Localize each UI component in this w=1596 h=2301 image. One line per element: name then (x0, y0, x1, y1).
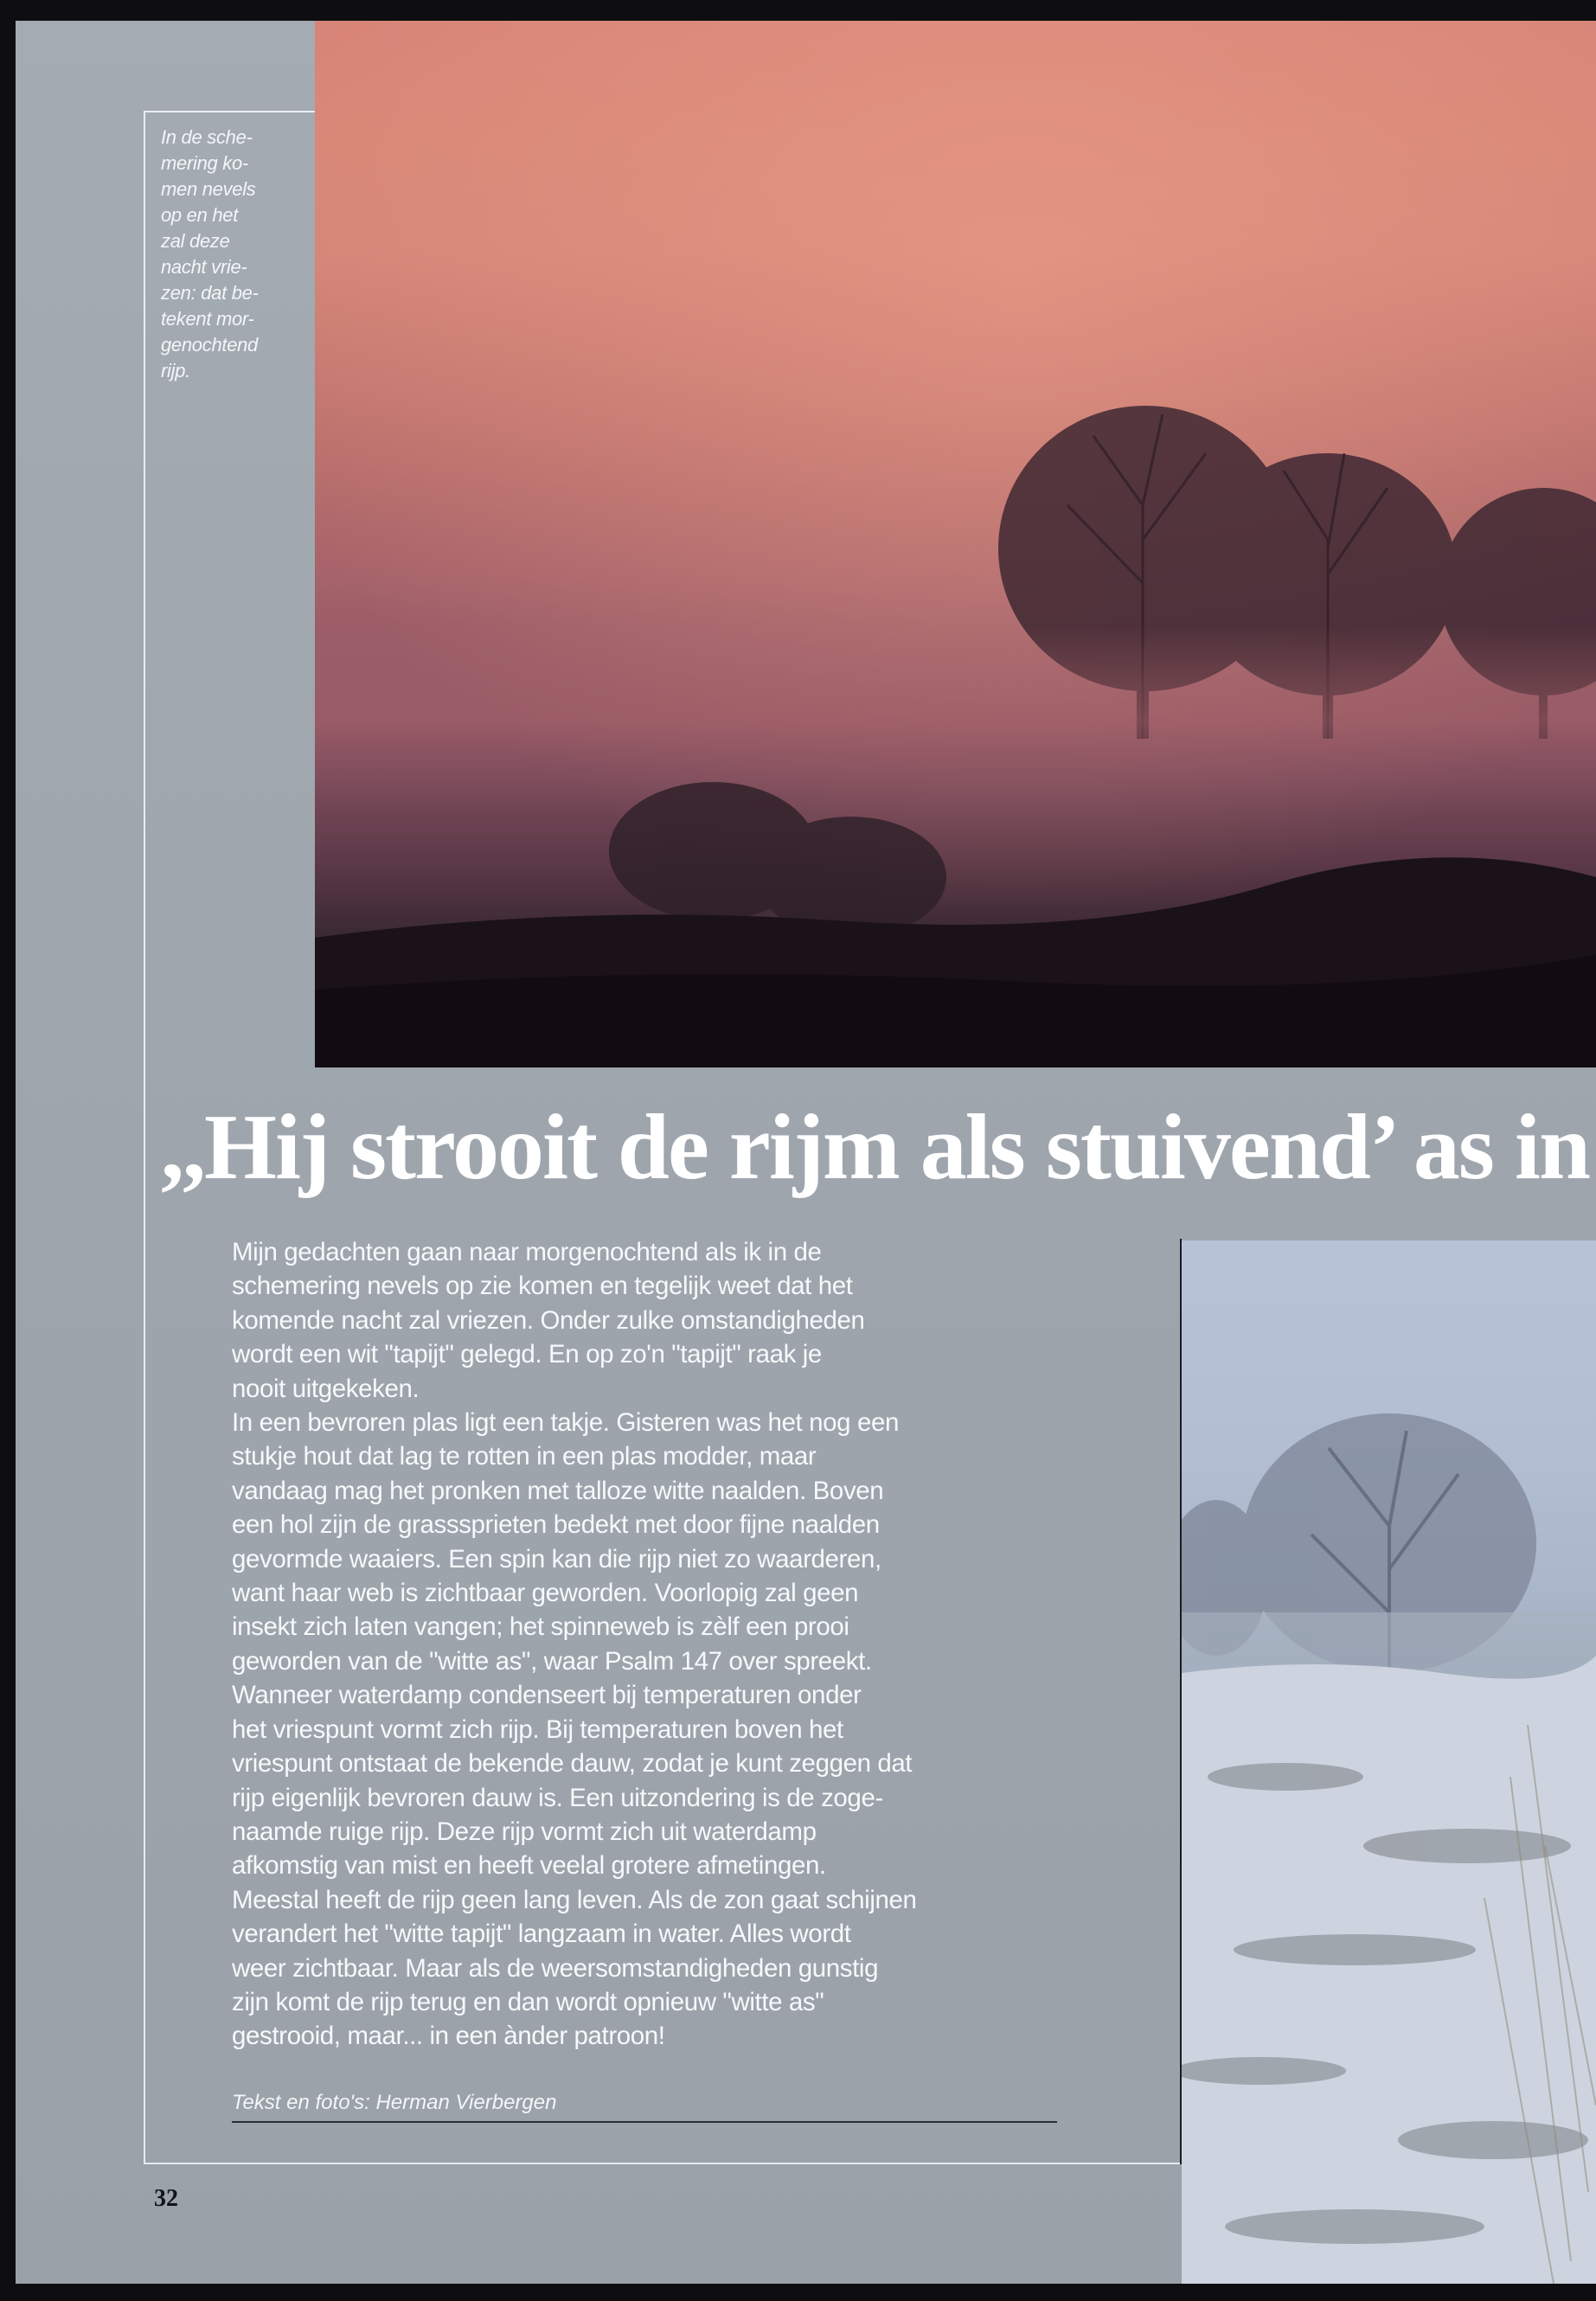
sunset-mist-photo (315, 21, 1596, 1067)
body-line: wordt een wit "tapijt" gelegd. En op zo'n "tapijt" raak je (232, 1340, 822, 1369)
body-line: vriespunt ontstaat de bekende dauw, zodat je kunt zeggen dat (232, 1749, 913, 1779)
frame-rule-bottom (144, 2163, 1182, 2164)
body-line: Meestal heeft de rijp geen lang leven. Als de zon gaat schijnen (232, 1885, 917, 1914)
body-line: het vriespunt vormt zich rijp. Bij temperaturen boven het (232, 1715, 843, 1744)
magazine-page (16, 21, 1596, 2284)
body-line: naamde ruige rijp. Deze rijp vormt zich uit waterdamp (232, 1817, 817, 1846)
body-line: komende nacht zal vriezen. Onder zulke omstandigheden (232, 1305, 865, 1335)
frost-landscape-illustration (1182, 1240, 1596, 2284)
frost-landscape-photo (1182, 1240, 1596, 2284)
article-body (232, 1235, 1088, 2054)
credit-rule (232, 2121, 1057, 2123)
page-number: 32 (154, 2185, 178, 2212)
body-line: insekt zich laten vangen; het spinneweb is zèlf een prooi (232, 1612, 849, 1642)
body-line: Mijn gedachten gaan naar morgenochtend als ik in de (232, 1238, 822, 1266)
photo-caption: In de sche- mering ko- men nevels op en het zal deze nacht vrie- zen: dat be- tekent mor- genochtend rijp. (161, 126, 259, 381)
body-line: gevormde waaiers. Een spin kan die rijp niet zo waarderen, (232, 1544, 881, 1574)
sunset-mist-illustration (315, 21, 1596, 1067)
body-line: geworden van de "witte as", waar Psalm 147 over spreekt. (232, 1646, 872, 1676)
frame-rule-top (144, 111, 332, 112)
article-headline: ,,Hij strooit de rijm als stuivend’ as in (161, 1096, 1590, 1199)
body-line: zijn komt de rijp terug en dan wordt opnieuw "witte as" (232, 1987, 824, 2016)
body-line: rijp eigenlijk bevroren dauw is. Een uitzondering is de zoge- (232, 1783, 883, 1812)
photo-credit: Tekst en foto's: Herman Vierbergen (232, 2091, 557, 2114)
body-line: weer zichtbaar. Maar als de weersomstandigheden gunstig (232, 1953, 879, 1983)
body-line: schemering nevels op zie komen en tegelijk weet dat het (232, 1272, 853, 1301)
frame-rule-left (144, 111, 145, 2164)
body-line: stukje hout dat lag te rotten in een plas modder, maar (232, 1442, 817, 1471)
body-line: want haar web is zichtbaar geworden. Voorlopig zal geen (232, 1579, 859, 1608)
body-line: vandaag mag het pronken met talloze witte naalden. Boven (232, 1476, 884, 1505)
body-line: In een bevroren plas ligt een takje. Gisteren was het nog een (232, 1408, 899, 1438)
body-line: gestrooid, maar... in een ànder patroon! (232, 2022, 665, 2051)
body-line: Wanneer waterdamp condenseert bij temperaturen onder (232, 1681, 862, 1710)
body-line: een hol zijn de grasssprieten bedekt met door fijne naalden (232, 1510, 880, 1540)
body-line: verandert het "witte tapijt" langzaam in water. Alles wordt (232, 1920, 851, 1949)
body-line: afkomstig van mist en heeft veelal grotere afmetingen. (232, 1851, 826, 1881)
body-line: nooit uitgekeken. (232, 1374, 420, 1403)
